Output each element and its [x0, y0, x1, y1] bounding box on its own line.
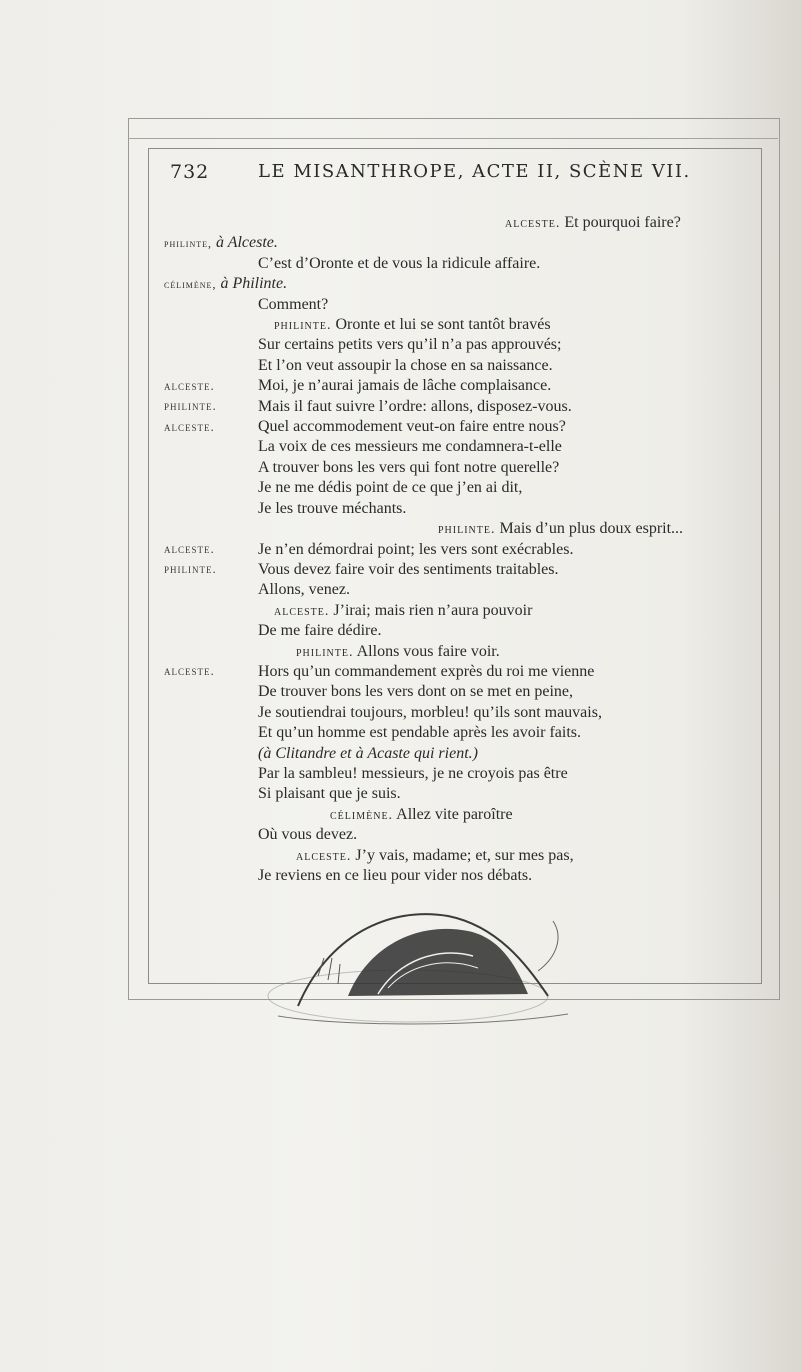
speaker-label: alceste. — [505, 216, 561, 231]
verse-line — [258, 661, 594, 683]
speaker-label: alceste. — [164, 377, 215, 393]
verse-text: Vous devez faire voir des sentiments traitables. — [258, 560, 559, 578]
verse-text: Hors qu’un commandement exprès du roi me vienne — [258, 662, 595, 680]
verse-text: La voix de ces messieurs me condamnera-t-elle — [258, 438, 562, 456]
page-number: 732 — [170, 161, 210, 183]
verse-line — [258, 416, 566, 438]
verse-line — [258, 436, 562, 458]
verse-text: Je les trouve méchants. — [258, 499, 407, 517]
speaker-label: alceste. — [296, 848, 352, 864]
verse-text: De me faire dédire. — [258, 622, 382, 640]
speaker-label: philinte. — [164, 398, 217, 414]
verse-text: J’y vais, madame; et, sur mes pas, — [355, 846, 574, 864]
speaker-label: célimène. — [330, 807, 394, 823]
frame-rule — [128, 138, 778, 139]
verse-text: Par la sambleu! messieurs, je ne croyois pas être — [258, 764, 568, 782]
verse-line — [258, 355, 553, 377]
verse-text: J’irai; mais rien n’aura pouvoir — [333, 601, 533, 619]
verse-line — [258, 559, 559, 581]
verse-line — [505, 212, 681, 235]
verse-line — [258, 457, 559, 479]
verse-line — [258, 620, 381, 642]
verse-line — [258, 722, 581, 744]
verse-text: C’est d’Oronte et de vous la ridicule affaire. — [258, 254, 541, 272]
verse-line — [258, 824, 357, 846]
speaker-label: célimène, — [164, 277, 217, 292]
verse-text: Allez vite paroître — [396, 805, 513, 823]
engraved-vignette-icon — [258, 876, 588, 1036]
verse-line — [258, 253, 540, 275]
stage-direction: à Alceste. — [216, 234, 278, 252]
verse-text: Je reviens en ce lieu pour vider nos débats. — [258, 867, 533, 884]
verse-text: Oronte et lui se sont tantôt bravés — [335, 316, 551, 334]
stage-line — [164, 273, 287, 295]
speaker-label: alceste. — [164, 663, 215, 679]
speaker-label: philinte. — [438, 522, 496, 538]
verse-text: Sur certains petits vers qu’il n’a pas approuvés; — [258, 336, 562, 354]
verse-text: Et qu’un homme est pendable après les avoir faits. — [258, 724, 582, 742]
verse-text: Allons vous faire voir. — [356, 642, 500, 660]
verse-line — [258, 681, 573, 703]
verse-line — [258, 375, 551, 397]
verse-line — [258, 498, 406, 520]
speaker-label: philinte. — [164, 561, 217, 577]
speaker-label: philinte. — [296, 644, 354, 660]
verse-text: Je ne me dédis point de ce que j’en ai dit, — [258, 479, 523, 497]
verse-text: A trouver bons les vers qui font notre querelle? — [258, 458, 560, 476]
verse-line — [258, 579, 350, 601]
verse-line — [258, 763, 568, 785]
verse-line — [258, 539, 573, 561]
verse-text: Moi, je n’aurai jamais de lâche complaisance. — [258, 377, 552, 395]
speaker-label: alceste. — [274, 603, 330, 619]
verse-text: De trouver bons les vers dont on se met en peine, — [258, 683, 574, 701]
speaker-label: alceste. — [164, 541, 215, 557]
verse-text: Je n’en démordrai point; les vers sont exécrables. — [258, 540, 574, 558]
verse-line — [258, 334, 561, 356]
verse-text: Et pourquoi faire? — [564, 214, 681, 231]
verse-text: Mais il faut suivre l’ordre: allons, disposez-vous. — [258, 397, 572, 415]
verse-text: Mais d’un plus doux esprit... — [499, 520, 684, 538]
verse-text: Comment? — [258, 295, 329, 313]
verse-line — [258, 783, 401, 805]
speaker-label: alceste. — [164, 418, 215, 434]
verse-line — [330, 804, 513, 827]
verse-text: Si plaisant que je suis. — [258, 785, 401, 803]
running-head — [170, 161, 760, 191]
verse-text: Je soutiendrai toujours, morbleu! qu’ils sont mauvais, — [258, 703, 602, 721]
verse-line — [258, 294, 328, 316]
verse-text: Où vous devez. — [258, 826, 358, 844]
verse-line — [258, 396, 572, 418]
verse-text: Et l’on veut assoupir la chose en sa naissance. — [258, 356, 553, 374]
stage-direction: (à Clitandre et à Acaste qui rient.) — [258, 744, 478, 762]
verse-line — [258, 477, 522, 499]
speaker-label: philinte, — [164, 236, 212, 251]
header-title: LE MISANTHROPE, ACTE II, SCÈNE VII. — [258, 161, 691, 182]
stage-line — [164, 232, 278, 254]
verse-line — [258, 702, 602, 724]
speaker-label: philinte. — [274, 318, 332, 334]
verse-text: Quel accommodement veut-on faire entre nous? — [258, 418, 566, 436]
verse-text: Allons, venez. — [258, 581, 350, 599]
stage-direction: à Philinte. — [220, 275, 288, 293]
